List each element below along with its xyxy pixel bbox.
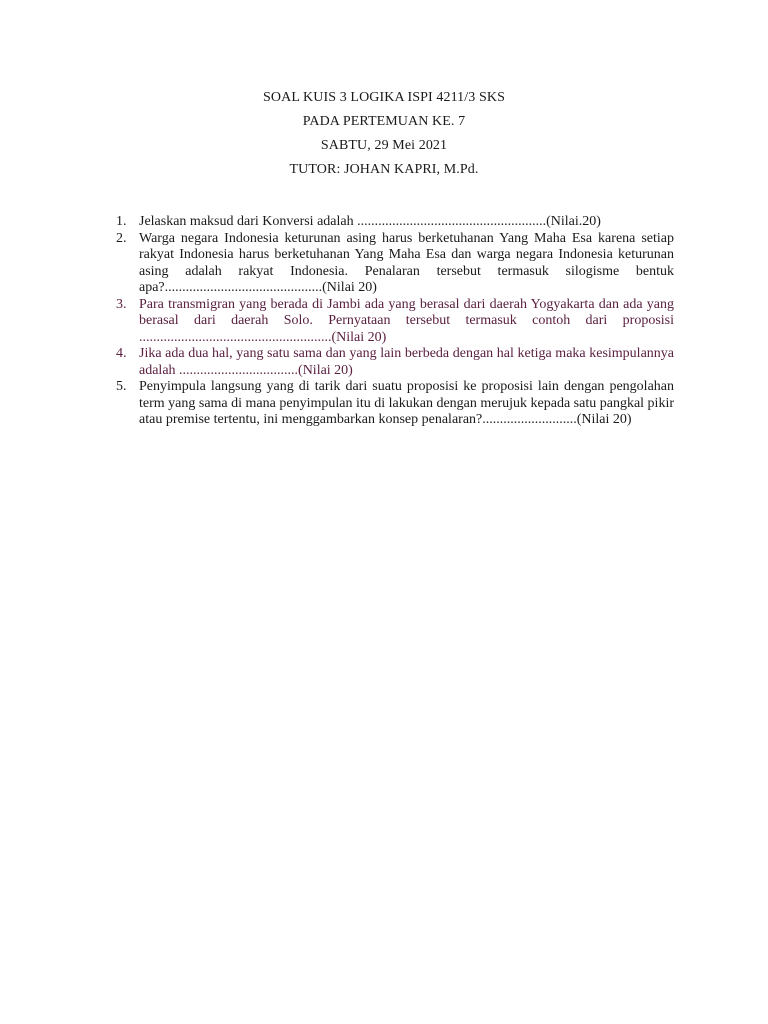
question-text: Jelaskan maksud dari Konversi adalah ......................................................(Nilai.20) [139, 214, 601, 229]
meeting-info: PADA PERTEMUAN KE. 7 [302, 114, 466, 129]
document-header [0, 86, 768, 182]
question-number: 5. [116, 379, 127, 394]
tutor-name: TUTOR: JOHAN KAPRI, M.Pd. [289, 162, 479, 177]
question-text: Jika ada dua hal, yang satu sama dan yang lain berbeda dengan hal ketiga maka kesimpulannya adalah ..................................(Nilai 20) [139, 346, 674, 378]
quiz-date: SABTU, 29 Mei 2021 [320, 138, 448, 153]
question-item [116, 346, 674, 379]
question-list [116, 214, 674, 429]
question-item [116, 379, 674, 429]
question-number: 3. [116, 296, 127, 312]
question-text: Para transmigran yang berada di Jambi ada yang berasal dari daerah Yogyakarta dan ada yang berasal dari daerah Solo. Pernyataan tersebut termasuk contoh dari proposisi .......................................................(Nilai 20) [139, 296, 674, 345]
question-number: 4. [116, 346, 127, 361]
question-item [116, 214, 674, 231]
quiz-title: SOAL KUIS 3 LOGIKA ISPI 4211/3 SKS [263, 90, 505, 105]
question-text: Warga negara Indonesia keturunan asing harus berketuhanan Yang Maha Esa karena setiap rakyat Indonesia harus berketuhanan Yang Maha Esa dan warga negara Indonesia keturunan asing adalah rakyat Indonesia. Penalaran tersebut termasuk silogisme bentuk apa?.............................................(Nilai 20) [139, 230, 674, 295]
question-item [116, 231, 674, 297]
question-item [116, 297, 674, 347]
question-number: 1. [116, 214, 127, 229]
question-text: Penyimpula langsung yang di tarik dari suatu proposisi ke proposisi lain dengan pengolahan term yang sama di mana penyimpulan itu di lakukan dengan merujuk kepada satu pangkal pikir atau premise tertentu, ini menggambarkan konsep penalaran?...........................(Nilai 20) [139, 379, 674, 427]
question-number: 2. [116, 230, 127, 246]
